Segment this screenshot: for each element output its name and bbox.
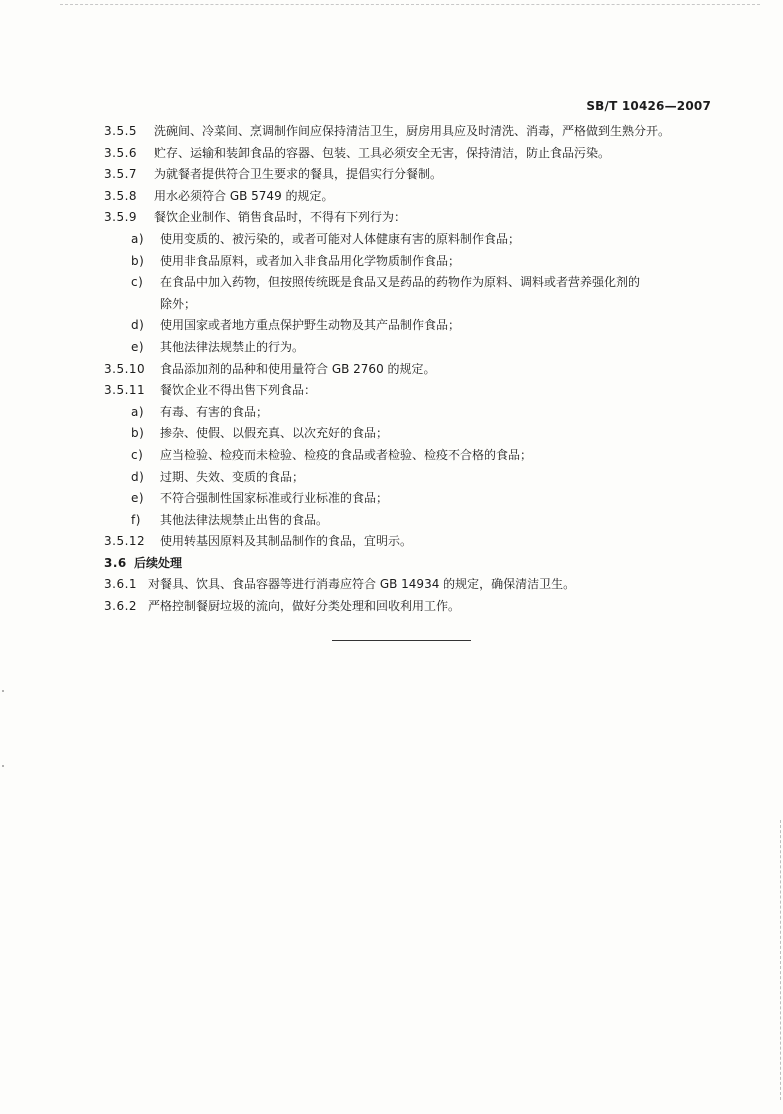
- scan-edge-top: [60, 4, 760, 5]
- list-item: [0, 510, 783, 532]
- item-label: a): [131, 231, 145, 246]
- item-label: a): [131, 404, 145, 419]
- clause-text: 餐饮企业制作、销售食品时，不得有下列行为：: [154, 210, 407, 225]
- clause-number: 3.5.10: [104, 361, 146, 376]
- item-label: d): [131, 318, 145, 333]
- item-text: 过期、失效、变质的食品；: [160, 469, 305, 484]
- list-item: [0, 423, 783, 445]
- clause-3-5-11: [0, 380, 783, 402]
- section-heading-3-6: [0, 553, 783, 575]
- end-of-document-rule: [332, 640, 471, 641]
- clause-text: 使用转基因原料及其制品制作的食品，宜明示。: [160, 534, 413, 549]
- clause-number: 3.5.9: [104, 210, 138, 225]
- item-label: e): [131, 339, 145, 354]
- clause-number: 3.5.7: [104, 167, 138, 182]
- item-text: 掺杂、使假、以假充真、以次充好的食品；: [160, 426, 389, 441]
- list-item: [0, 488, 783, 510]
- clause-text: 用水必须符合 GB 5749 的规定。: [154, 188, 334, 203]
- section-title: 后续处理: [134, 555, 183, 570]
- clause-3-5-8: [0, 186, 783, 208]
- item-text: 除外；: [160, 296, 197, 311]
- clause-number: 3.5.11: [104, 383, 146, 398]
- clause-text: 严格控制餐厨垃圾的流向，做好分类处理和回收利用工作。: [148, 599, 461, 614]
- clause-text: 为就餐者提供符合卫生要求的餐具，提倡实行分餐制。: [154, 167, 443, 182]
- item-text: 使用非食品原料，或者加入非食品用化学物质制作食品；: [160, 253, 461, 268]
- clause-text: 食品添加剂的品种和使用量符合 GB 2760 的规定。: [160, 361, 436, 376]
- scan-speck: [2, 690, 4, 692]
- clause-text: 贮存、运输和装卸食品的容器、包装、工具必须安全无害，保持清洁，防止食品污染。: [154, 145, 611, 160]
- list-item: [0, 272, 783, 294]
- clause-number: 3.6.1: [104, 577, 138, 592]
- list-item: [0, 315, 783, 337]
- clause-3-6-1: [0, 574, 783, 596]
- list-item: [0, 337, 783, 359]
- item-text: 其他法律法规禁止出售的食品。: [160, 512, 329, 527]
- item-text: 有毒、有害的食品；: [160, 404, 269, 419]
- item-text: 应当检验、检疫而未检验、检疫的食品或者检验、检疫不合格的食品；: [160, 447, 533, 462]
- clause-text: 餐饮企业不得出售下列食品：: [160, 383, 317, 398]
- scan-speck: [2, 765, 4, 767]
- clause-3-5-6: [0, 143, 783, 165]
- list-item: [0, 402, 783, 424]
- clause-3-5-10: [0, 359, 783, 381]
- clause-number: 3.5.12: [104, 534, 146, 549]
- clause-text: 洗碗间、冷菜间、烹调制作间应保持清洁卫生，厨房用具应及时清洗、消毒，严格做到生熟分开。: [154, 124, 671, 138]
- list-item: [0, 467, 783, 489]
- item-label: b): [131, 426, 145, 441]
- item-label: b): [131, 253, 145, 268]
- section-number: 3.6: [104, 555, 127, 570]
- list-item: [0, 251, 783, 273]
- document-body: [0, 121, 783, 618]
- clause-3-5-7: [0, 164, 783, 186]
- document-number: SB/T 10426—2007: [586, 99, 711, 113]
- item-text: 其他法律法规禁止的行为。: [160, 339, 305, 354]
- item-label: c): [131, 275, 144, 290]
- item-label: e): [131, 491, 145, 506]
- item-label: f): [131, 512, 141, 527]
- list-item: [0, 229, 783, 251]
- scan-edge-right: [780, 820, 781, 1100]
- clause-text: 对餐具、饮具、食品容器等进行消毒应符合 GB 14934 的规定，确保清洁卫生。: [148, 577, 576, 592]
- clause-3-5-5: [0, 121, 783, 143]
- clause-3-5-12: [0, 531, 783, 553]
- list-item: [0, 445, 783, 467]
- clause-number: 3.5.5: [104, 124, 138, 138]
- list-item-continuation: [0, 294, 783, 316]
- item-text: 使用国家或者地方重点保护野生动物及其产品制作食品；: [160, 318, 461, 333]
- item-label: c): [131, 447, 144, 462]
- clause-number: 3.6.2: [104, 599, 138, 614]
- item-text: 不符合强制性国家标准或行业标准的食品；: [160, 491, 389, 506]
- clause-3-6-2: [0, 596, 783, 618]
- clause-number: 3.5.6: [104, 145, 138, 160]
- clause-3-5-9: [0, 207, 783, 229]
- item-text: 在食品中加入药物，但按照传统既是食品又是药品的药物作为原料、调料或者营养强化剂的: [160, 275, 641, 290]
- item-text: 使用变质的、被污染的，或者可能对人体健康有害的原料制作食品；: [160, 231, 521, 246]
- clause-number: 3.5.8: [104, 188, 138, 203]
- item-label: d): [131, 469, 145, 484]
